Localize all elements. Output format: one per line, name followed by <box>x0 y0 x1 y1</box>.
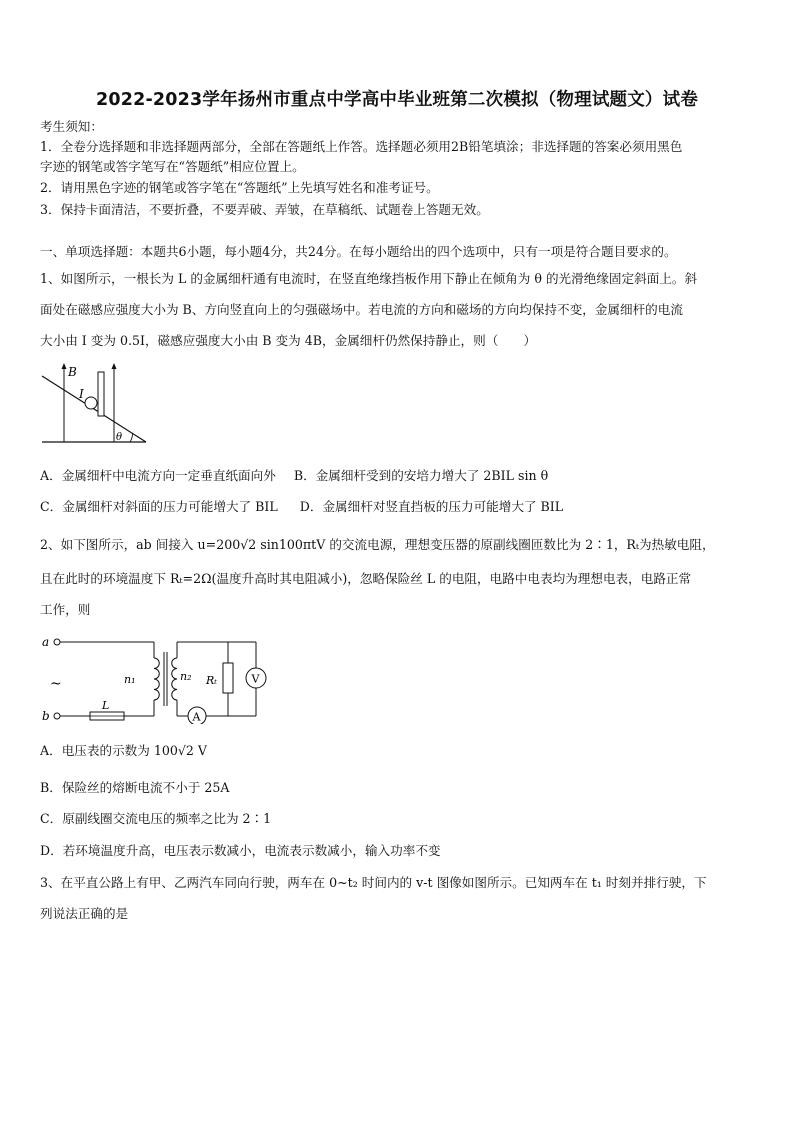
label-a: a <box>42 635 50 649</box>
label-b: B <box>68 365 77 379</box>
q2-option-c[interactable]: C．原副线圈交流电压的频率之比为 2∶1 <box>40 811 272 826</box>
ammeter-label: A <box>192 710 201 724</box>
q1-incline-figure <box>38 362 150 448</box>
q2-transformer-circuit <box>38 632 270 724</box>
label-rt: Rₜ <box>206 674 217 687</box>
section-heading: 一、单项选择题：本题共6小题，每小题4分，共24分。在每小题给出的四个选项中，只有一项是符合题目要求的。 <box>40 244 677 259</box>
q1-stem-line: 1、如图所示，一根长为 L 的金属细杆通有电流时，在竖直绝缘挡板作用下静止在倾角为 θ 的光滑绝缘固定斜面上。斜 <box>40 271 698 286</box>
q1-option-c[interactable]: C．金属细杆对斜面的压力可能增大了 BIL <box>40 499 278 514</box>
q2-stem-line: 2、如下图所示，ab 间接入 u=200√2 sin100πtV 的交流电源，理想变压器的原副线圈匝数比为 2∶1，Rₜ为热敏电阻， <box>40 537 715 552</box>
label-theta: θ <box>116 432 123 443</box>
notice-item: 1．全卷分选择题和非选择题两部分，全部在答题纸上作答。选择题必须用2B铅笔填涂；非选择题的答案必须用黑色 <box>40 139 683 154</box>
q2-option-a[interactable]: A．电压表的示数为 100√2 V <box>40 743 208 758</box>
q1-stem-line: 面处在磁感应强度大小为 B、方向竖直向上的匀强磁场中。若电流的方向和磁场的方向均保持不变，金属细杆的电流 <box>40 302 683 317</box>
q1-options-row <box>40 498 760 516</box>
q2-option-b[interactable]: B．保险丝的熔断电流不小于 25A <box>40 780 230 795</box>
ac-source-symbol: ~ <box>50 676 62 692</box>
q1-option-b[interactable]: B．金属细杆受到的安培力增大了 2BIL sin θ <box>293 468 549 483</box>
notice-heading: 考生须知： <box>40 119 103 134</box>
notice-item: 3．保持卡面清洁，不要折叠，不要弄破、弄皱，在草稿纸、试题卷上答题无效。 <box>40 202 489 217</box>
q3-stem-line: 3、在平直公路上有甲、乙两汽车同向行驶，两车在 0~t₂ 时间内的 v-t 图像如图所示。已知两车在 t₁ 时刻并排行驶，下 <box>40 875 707 890</box>
label-n1: n₁ <box>124 673 136 686</box>
q3-stem-line: 列说法正确的是 <box>40 906 129 921</box>
label-n2: n₂ <box>180 670 192 683</box>
notice-item: 2．请用黑色字迹的钢笔或答字笔在“答题纸”上先填写姓名和准考证号。 <box>40 180 439 195</box>
q1-stem-line: 大小由 I 变为 0.5I，磁感应强度大小由 B 变为 4B，金属细杆仍然保持静止，则（ ） <box>40 333 537 348</box>
notice-item: 字迹的钢笔或答字笔写在“答题纸”相应位置上。 <box>40 159 305 174</box>
q1-option-a[interactable]: A．金属细杆中电流方向一定垂直纸面向外 <box>40 468 276 483</box>
q2-stem-line: 工作，则 <box>40 602 91 617</box>
q2-stem-line: 且在此时的环境温度下 Rₜ=2Ω(温度升高时其电阻减小)，忽略保险丝 L 的电阻，电路中电表均为理想电表，电路正常 <box>40 571 692 586</box>
q2-option-d[interactable]: D．若环境温度升高，电压表示数减小，电流表示数减小，输入功率不变 <box>40 843 441 858</box>
label-fuse-l: L <box>102 699 110 712</box>
label-b-terminal: b <box>42 709 50 723</box>
q1-option-d[interactable]: D．金属细杆对竖直挡板的压力可能增大了 BIL <box>299 499 564 514</box>
page-title: 2022-2023学年扬州市重点中学高中毕业班第二次模拟（物理试题文）试卷 <box>95 90 699 110</box>
q1-options-row <box>40 467 760 485</box>
voltmeter-label: V <box>251 672 260 686</box>
label-i: I <box>79 387 84 401</box>
